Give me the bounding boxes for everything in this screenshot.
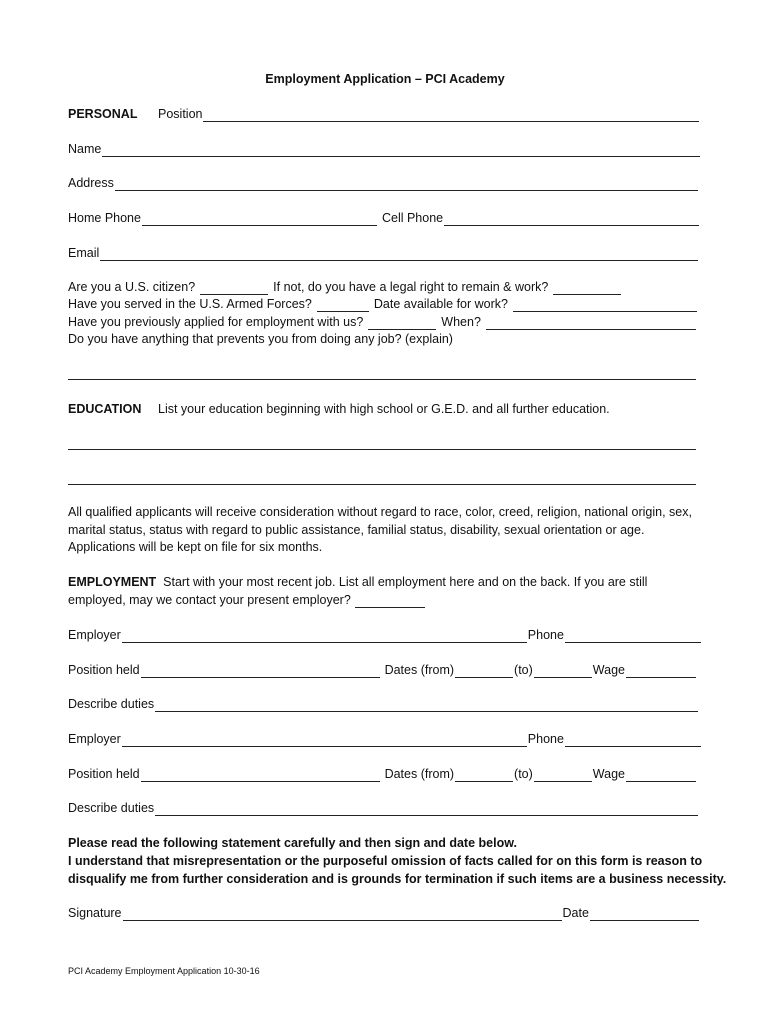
duties-2-field[interactable]	[155, 802, 698, 816]
phone-row	[68, 210, 700, 226]
wage-2-label: Wage	[592, 767, 625, 781]
legal-right-question: If not, do you have a legal right to remain & work?	[273, 280, 549, 294]
citizen-row	[68, 279, 622, 295]
eeo-statement: All qualified applicants will receive consideration without regard to race, color, creed, religion, national origin, sex, marital status, status with regard to public assistance, familial status, disability, sexual orientation or age. Applications will be kept on file for six months.	[68, 505, 692, 554]
email-row	[68, 245, 699, 261]
statement-line-3: disqualify me from further consideration and is grounds for termination if such items are a business necessity.	[68, 872, 727, 886]
date-available-label: Date available for work?	[373, 297, 508, 311]
contact-employer-row	[68, 592, 426, 608]
employment-instruction: Start with your most recent job. List all employment here and on the back. If you are still	[163, 575, 648, 589]
address-label: Address	[68, 176, 114, 190]
when-field[interactable]	[486, 316, 696, 330]
employer-1-field[interactable]	[122, 629, 527, 643]
employer-2-phone-label: Phone	[527, 732, 564, 746]
dates-to-1-field[interactable]	[534, 664, 592, 678]
position-held-2-field[interactable]	[141, 768, 380, 782]
prevents-answer-line[interactable]	[68, 379, 696, 380]
email-label: Email	[68, 246, 100, 260]
duties-2-label: Describe duties	[68, 801, 155, 815]
contact-employer-field[interactable]	[355, 594, 425, 608]
date-available-field[interactable]	[513, 298, 697, 312]
dates-to-1-label: (to)	[514, 663, 533, 677]
armed-forces-question: Have you served in the U.S. Armed Forces?	[68, 297, 312, 311]
employer-1-label: Employer	[68, 628, 121, 642]
employer-2-phone-field[interactable]	[565, 733, 701, 747]
duties-1-field[interactable]	[155, 698, 698, 712]
employer-2-row	[68, 731, 702, 747]
form-title: Employment Application – PCI Academy	[265, 72, 505, 86]
dates-from-1-field[interactable]	[455, 664, 513, 678]
date-field[interactable]	[590, 907, 699, 921]
wage-2-field[interactable]	[626, 768, 696, 782]
duties-1-row	[68, 696, 699, 712]
cell-phone-label: Cell Phone	[381, 211, 444, 225]
home-phone-label: Home Phone	[68, 211, 141, 225]
address-field[interactable]	[115, 177, 698, 191]
date-label: Date	[562, 906, 589, 920]
position-held-2-row	[68, 766, 697, 782]
contact-employer-question: employed, may we contact your present employer?	[68, 593, 351, 607]
personal-section-label: PERSONAL	[68, 107, 138, 121]
dates-from-1-label: Dates (from)	[384, 663, 455, 677]
signature-field[interactable]	[123, 907, 562, 921]
statement-line-2: I understand that misrepresentation or the purposeful omission of facts called for on this form is reason to	[68, 854, 703, 868]
citizen-question: Are you a U.S. citizen?	[68, 280, 196, 294]
armed-forces-row	[68, 296, 698, 312]
employer-1-phone-label: Phone	[527, 628, 564, 642]
when-label: When?	[441, 315, 481, 329]
name-row	[68, 141, 701, 157]
employer-2-field[interactable]	[122, 733, 527, 747]
citizen-field[interactable]	[200, 281, 268, 295]
statement-line-1: Please read the following statement carefully and then sign and date below.	[68, 836, 517, 850]
wage-1-label: Wage	[592, 663, 625, 677]
position-held-1-field[interactable]	[141, 664, 380, 678]
dates-from-2-label: Dates (from)	[384, 767, 455, 781]
education-line-1[interactable]	[68, 449, 696, 450]
email-field[interactable]	[100, 247, 698, 261]
employer-2-label: Employer	[68, 732, 121, 746]
wage-1-field[interactable]	[626, 664, 696, 678]
employment-intro	[68, 574, 647, 590]
prevents-question: Do you have anything that prevents you from doing any job? (explain)	[68, 332, 453, 346]
applied-before-field[interactable]	[368, 316, 436, 330]
armed-forces-field[interactable]	[317, 298, 369, 312]
employer-1-phone-field[interactable]	[565, 629, 701, 643]
home-phone-field[interactable]	[142, 212, 377, 226]
position-label: Position	[158, 107, 203, 121]
legal-right-field[interactable]	[553, 281, 621, 295]
duties-1-label: Describe duties	[68, 697, 155, 711]
signature-row	[68, 905, 700, 921]
duties-2-row	[68, 800, 699, 816]
applied-before-question: Have you previously applied for employment with us?	[68, 315, 364, 329]
address-row	[68, 175, 699, 191]
employment-section-label: EMPLOYMENT	[68, 575, 157, 589]
footer-text: PCI Academy Employment Application 10-30-16	[68, 966, 260, 976]
dates-to-2-field[interactable]	[534, 768, 592, 782]
position-field[interactable]	[203, 108, 699, 122]
applied-before-row	[68, 314, 697, 330]
position-held-1-label: Position held	[68, 663, 140, 677]
education-section-label: EDUCATION	[68, 402, 142, 416]
dates-to-2-label: (to)	[514, 767, 533, 781]
name-field[interactable]	[102, 143, 700, 157]
signature-label: Signature	[68, 906, 122, 920]
position-held-2-label: Position held	[68, 767, 140, 781]
education-instruction: List your education beginning with high school or G.E.D. and all further education.	[158, 402, 610, 416]
education-line-2[interactable]	[68, 484, 696, 485]
cell-phone-field[interactable]	[444, 212, 699, 226]
dates-from-2-field[interactable]	[455, 768, 513, 782]
position-row	[158, 106, 700, 122]
position-held-1-row	[68, 662, 697, 678]
employer-1-row	[68, 627, 702, 643]
name-label: Name	[68, 142, 102, 156]
